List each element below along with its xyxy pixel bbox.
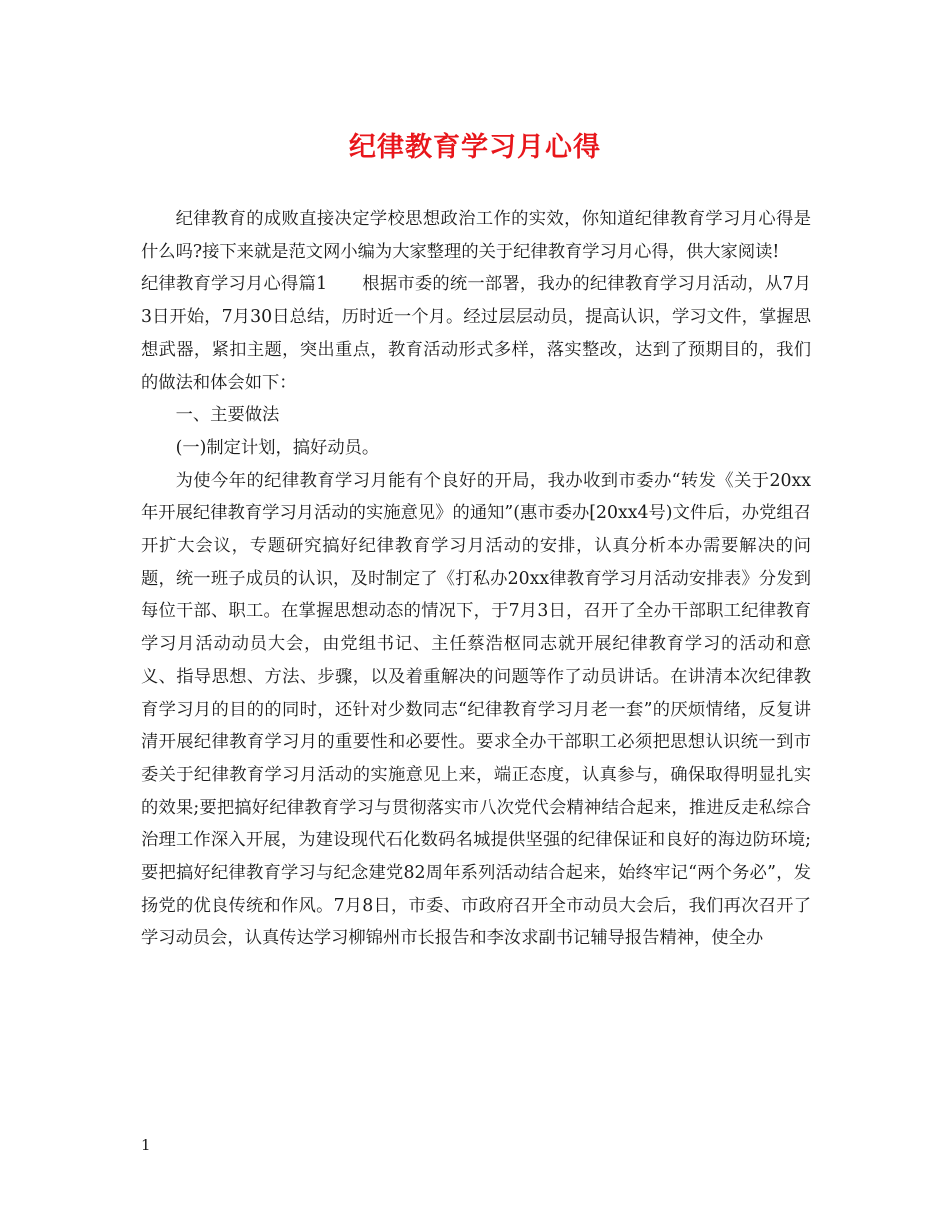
- page-number: 1: [141, 1136, 151, 1154]
- paragraph-intro: 纪律教育的成败直接决定学校思想政治工作的实效，你知道纪律教育学习月心得是什么吗?接下来就是范文网小编为大家整理的关于纪律教育学习月心得，供大家阅读!: [141, 209, 811, 262]
- document-title: 纪律教育学习月心得: [349, 132, 601, 163]
- paragraph-planning-details: 为使今年的纪律教育学习月能有个良好的开局，我办收到市委办“转发《关于20xx年开展纪律教育学习月活动的实施意见》的通知”(惠市委办[20xx4号)文件后，办党组召开扩大会议，专题研究搞好纪律教育学习月活动的安排，认真分析本办需要解决的问题，统一班子成员的认识，及时制定了《打私办20xx律教育学习月活动安排表》分发到每位干部、职工。在掌握思想动态的情况下，于7月3日，召开了全办干部职工纪律教育学习月活动动员大会，由党组书记、主任蔡浩枢同志就开展纪律教育学习的活动和意义、指导思想、方法、步骤，以及着重解决的问题等作了动员讲话。在讲清本次纪律教育学习月的目的的同时，还针对少数同志“纪律教育学习月老一套”的厌烦情绪，反复讲清开展纪律教育学习月的重要性和必要性。要求全办干部职工必须把思想认识统一到市委关于纪律教育学习月活动的实施意见上来，端正态度，认真参与，确保取得明显扎实的效果;要把搞好纪律教育学习与贯彻落实市八次党代会精神结合起来，推进反走私综合治理工作深入开展，为建设现代石化数码名城提供坚强的纪律保证和良好的海边防环境;要把搞好纪律教育学习与纪念建党82周年系列活动结合起来，始终牢记“两个务必”，发扬党的优良传统和作风。7月8日，市委、市政府召开全市动员大会后，我们再次召开了学习动员会，认真传达学习柳锦州市长报告和李汝求副书记辅导报告精神，使全办: [141, 470, 811, 949]
- document-body: [141, 203, 811, 955]
- paragraph-chapter-1: 纪律教育学习月心得篇1 根据市委的统一部署，我办的纪律教育学习月活动，从7月3日开始，7月30日总结，历时近一个月。经过层层动员，提高认识，学习文件，掌握思想武器，紧扣主题，突出重点，教育活动形式多样，落实整改，达到了预期目的，我们的做法和体会如下：: [141, 274, 811, 393]
- subsection-heading-planning: (一)制定计划，搞好动员。: [175, 437, 380, 458]
- section-heading-main-practices: 一、主要做法: [175, 405, 280, 426]
